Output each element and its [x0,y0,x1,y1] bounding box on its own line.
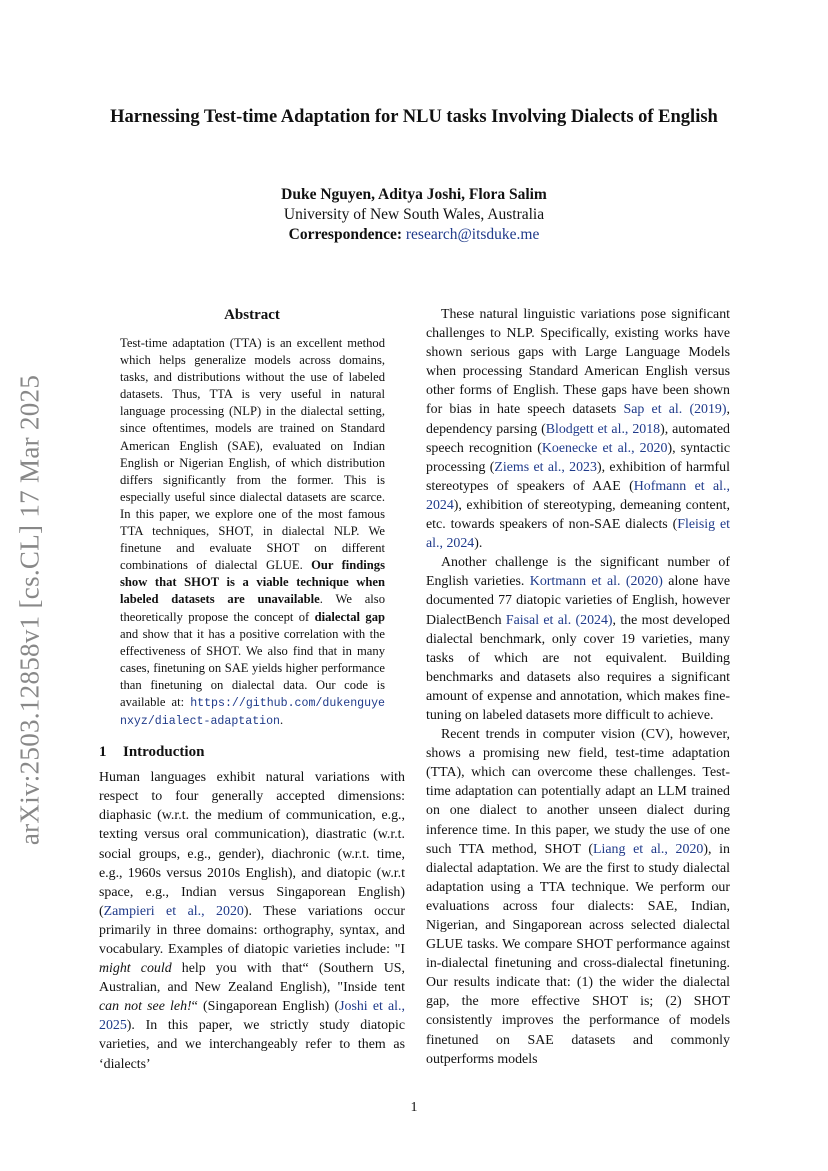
citation-link[interactable]: Sap et al. (2019) [623,402,727,418]
text-part: help you with that“ (Southern US, Australian, and New Zealand English), "Inside tent [99,961,405,996]
section-title: Introduction [123,744,205,761]
paragraph-varieties [426,553,730,725]
example-italic: might could [99,961,172,977]
abstract-text-part: and show that it has a positive correlation with the effectiveness of SHOT. We also find that in many cases, finetuning on SAE yields higher performance than finetuning on dialectal data. Our code is available at: [120,626,385,709]
text-part: ). These variations occur primarily in three domains: orthography, syntax, and vocabulary. Examples of diatopic varieties include: "I [99,903,405,957]
abstract-text [120,335,385,730]
citation-link[interactable]: Blodgett et al., 2018 [545,421,661,437]
citation-link[interactable]: Ziems et al., 2023 [494,459,597,475]
correspondence-label: Correspondence: [288,226,402,243]
text-part: ), in dialectal adaptation. We are the first to study dialectal adaptation using a TTA technique. We perform our evaluations across four dialects: SAE, Indian, Nigerian, and Singaporean across selected dialectal GLUE tasks. We compare SHOT performance against in-dialectal finetuning and cross-dialectal finetuning. Our results indicate that: (1) the wider the dialectal gap, the more effective SHOT is; (2) SHOT consistently improves the performance of models finetuned on SAE datasets and commonly outperforms models [426,841,730,1067]
abstract-text-part: . [280,713,284,728]
citation-link[interactable]: Zampieri et al., 2020 [103,903,244,919]
paragraph-tta [426,725,730,1069]
abstract-text-part: Test-time adaptation (TTA) is an excellent method which helps generalize models across domains, tasks, and distributions without the use of labeled datasets. Thus, TTA is very useful in natural language processing (NLP) in the dialectal setting, since oftentimes, models are trained on Standard American English (SAE), evaluated on Indian English or Nigerian English, of which distribution differs significantly from the former. This is especially useful since dialectal datasets are scarce. In this paper, we explore one of the most famous TTA techniques, SHOT, in dialectal NLP. We finetune and evaluate SHOT on different combinations of dialectal GLUE. [120,336,385,573]
text-part: “ (Singaporean English) ( [191,999,340,1015]
text-part: , dependency parsing ( [426,402,730,437]
email-link[interactable]: research@itsduke.me [405,226,540,243]
text-part: Another challenge is the significant number of English varieties. [426,555,730,590]
text-part: Recent trends in computer vision (CV), however, shows a promising new field, test-time adaptation (TTA), which can overcome these challenges. Test-time adaptation can potentially adapt an LLM trained on one dialect to another unseen dialect during inference time. In this paper, we study the use of one such TTA method, SHOT ( [426,727,730,857]
text-part: ). In this paper, we strictly study diatopic varieties, and we interchangeably refer to them as ‘dialects’ [99,1018,405,1072]
right-column [426,305,730,1069]
author-block [110,185,718,245]
paragraph-challenges [426,305,730,553]
text-part: These natural linguistic variations pose significant challenges to NLP. Specifically, existing works have shown serious gaps with Large Language Models when processing Standard American English versus other forms of English. These gaps have been shown for bias in hate speech datasets [426,307,730,418]
citation-link[interactable]: Koenecke et al., 2020 [541,440,668,456]
author-names: Duke Nguyen, Aditya Joshi, Flora Salim [281,186,547,203]
abstract-finding-bold: Our findings show that SHOT is a viable technique when labeled datasets are unavailable [120,558,385,607]
intro-paragraph-1 [99,768,405,1074]
citation-link[interactable]: Liang et al., 2020 [593,841,704,857]
paper-title: Harnessing Test-time Adaptation for NLU tasks Involving Dialects of English [110,107,718,127]
arxiv-stamp [14,360,46,860]
text-part: alone have documented 77 diatopic varieties of English, however DialectBench [426,574,730,628]
abstract-text-part: . We also theoretically propose the concept of [120,592,385,624]
text-part: ), syntactic processing ( [426,440,730,475]
page-number: 1 [410,1100,418,1115]
example-italic: can not see leh! [99,999,192,1015]
correspondence [110,225,718,245]
affiliation: University of New South Wales, Australia [283,206,545,223]
section-heading-introduction [99,742,405,762]
section-number: 1 [99,744,107,761]
text-part: ), exhibition of stereotyping, demeaning content, etc. towards speakers of non-SAE dialects ( [426,497,730,533]
citation-link[interactable]: Fleisig et al., 2024 [426,517,731,552]
citation-link[interactable]: Kortmann et al. (2020) [529,574,663,590]
citation-link[interactable]: Faisal et al. (2024) [505,612,613,628]
citation-link[interactable]: Joshi et al., 2025 [99,999,405,1034]
code-url-link[interactable]: https://github.com/dukenguyenxyz/dialect-adaptation [120,696,385,729]
text-part: , the most developed dialectal benchmark, only cover 19 varieties, many tasks of which are not equivalent. Building benchmarks and datasets also requires a significant amount of expense and annotation, which makes fine-tuning on labeled datasets more difficult to achieve. [426,612,730,723]
text-part: ). [474,536,483,552]
text-part: Human languages exhibit natural variations with respect to four generally accepted dimensions: diaphasic (w.r.t. the medium of communication, e.g., texting versus oral communication), diastratic (w.r.t. social groups, e.g., gender), diachronic (w.r.t. time, e.g., 1960s versus 2010s English), and diatopic (w.r.t space, e.g., Indian versus Singaporean English) ( [99,770,405,919]
arxiv-stamp-text: arXiv:2503.12858v1 [cs.CL] 17 Mar 2025 [14,374,45,846]
left-column [99,305,405,1074]
text-part: ), automated speech recognition ( [426,421,730,456]
dialectal-gap-bold: dialectal gap [314,609,385,624]
abstract-heading: Abstract [224,307,280,323]
text-part: ), exhibition of harmful stereotypes of speakers of AAE ( [426,459,730,494]
citation-link[interactable]: Hofmann et al., 2024 [426,478,730,513]
